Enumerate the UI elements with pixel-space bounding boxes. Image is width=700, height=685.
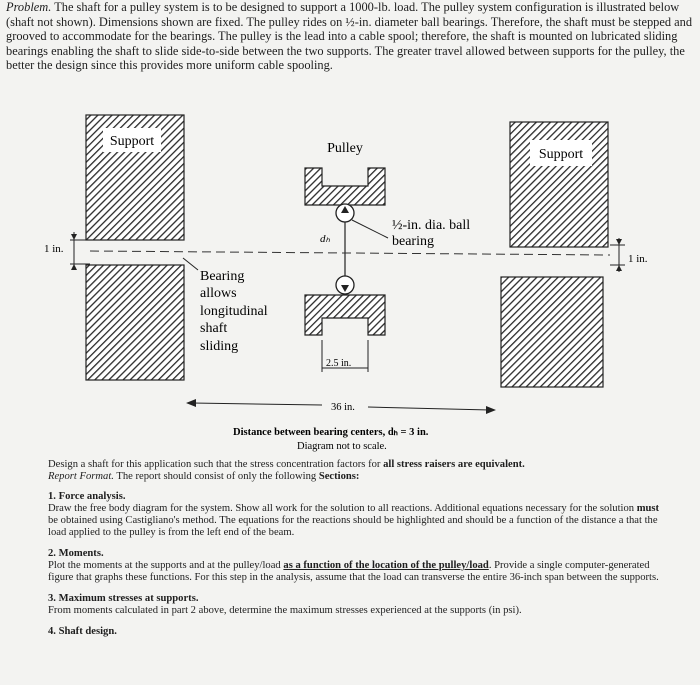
pulley-width-label: 2.5 in. (326, 358, 352, 369)
ball-bearing-label-line2: bearing (392, 234, 434, 249)
pulley-top (305, 168, 385, 205)
section-1-heading: 1. Force analysis. (48, 491, 126, 502)
pulley-bottom (305, 295, 385, 335)
section-2-heading: 2. Moments. (48, 548, 104, 559)
bearing-note-2: allows (200, 286, 237, 301)
left-1in-label: 1 in. (44, 243, 64, 255)
span-label: 36 in. (331, 402, 355, 413)
design-text: Design a shaft for this application such that the stress concentration factors for (48, 459, 384, 470)
section-1-bold: must (636, 503, 660, 514)
section-1-text-2: be obtained using Castigliano's method. The equations for the reactions should be highlighted and should be a function of the distance a that the load applied to the pulley is from the left end of the beam. (48, 515, 658, 538)
bearing-note-4: shaft (200, 321, 228, 336)
report-format-label: Report Format. (48, 471, 114, 482)
report-format-bold: Sections: (318, 471, 360, 482)
section-2-text-2: . Provide a single computer-generated figure that graphs these functions. For this step in the analysis, assume that the load can transverse the entire 36-inch span between the supports. (48, 560, 659, 583)
report-sections (48, 459, 668, 638)
right-1in-label: 1 in. (628, 253, 648, 265)
design-instruction (48, 459, 668, 471)
bearing-note-3: longitudinal (200, 304, 268, 319)
left-support-label: Support (109, 134, 155, 149)
distance-caption: Distance between bearing centers, dₕ = 3 in. (233, 427, 429, 438)
section-1-text-1: Draw the free body diagram for the system. Show all work for the solution to all reactions. Additional equations necessary for the solution (48, 503, 637, 514)
pulley-label: Pulley (327, 141, 363, 156)
section-4-heading: 4. Shaft design. (48, 626, 117, 637)
section-1-body (48, 503, 668, 539)
left-support (86, 115, 184, 380)
problem-text: The shaft for a pulley system is to be designed to support a 1000-lb. load. The pulley system configuration is illustrated below (shaft not shown). Dimensions shown are fixed. The pulley rides on ½-in. diameter ball bearings. Therefore, the shaft must be stepped and grooved to accommodate for the bearings. The pulley is the lead into a cable spool; therefore, the shaft is mounted on lubricated sliding bearings enabling the shaft to slide side-to-side between the two supports. The greater travel allowed between supports for the pulley, the better the design since this provides more uniform cable spooling. (6, 0, 693, 73)
section-2-underlined: as a function of the location of the pulley/load (283, 560, 489, 571)
problem-label: Problem. (6, 0, 52, 14)
scale-caption: Diagram not to scale. (297, 441, 387, 452)
section-3-body: From moments calculated in part 2 above, determine the maximum stresses experienced at the supports (in psi). (48, 605, 522, 616)
section-2-text-1: Plot the moments at the supports and at the pulley/load (48, 560, 284, 571)
right-support-label: Support (538, 147, 584, 162)
report-format (48, 471, 668, 483)
shaft-centerline (90, 251, 610, 255)
section-2-body (48, 560, 668, 584)
section-3-heading: 3. Maximum stresses at supports. (48, 593, 199, 604)
ball-bearing-label-line1: ½-in. dia. ball (392, 218, 471, 233)
shaft-diameter-symbol: dₕ (320, 233, 330, 245)
design-bold-text: all stress raisers are equivalent. (383, 459, 525, 470)
bearing-note-5: sliding (200, 339, 239, 354)
bearing-note-1: Bearing (200, 269, 245, 284)
report-format-text: The report should consist of only the following (116, 471, 319, 482)
